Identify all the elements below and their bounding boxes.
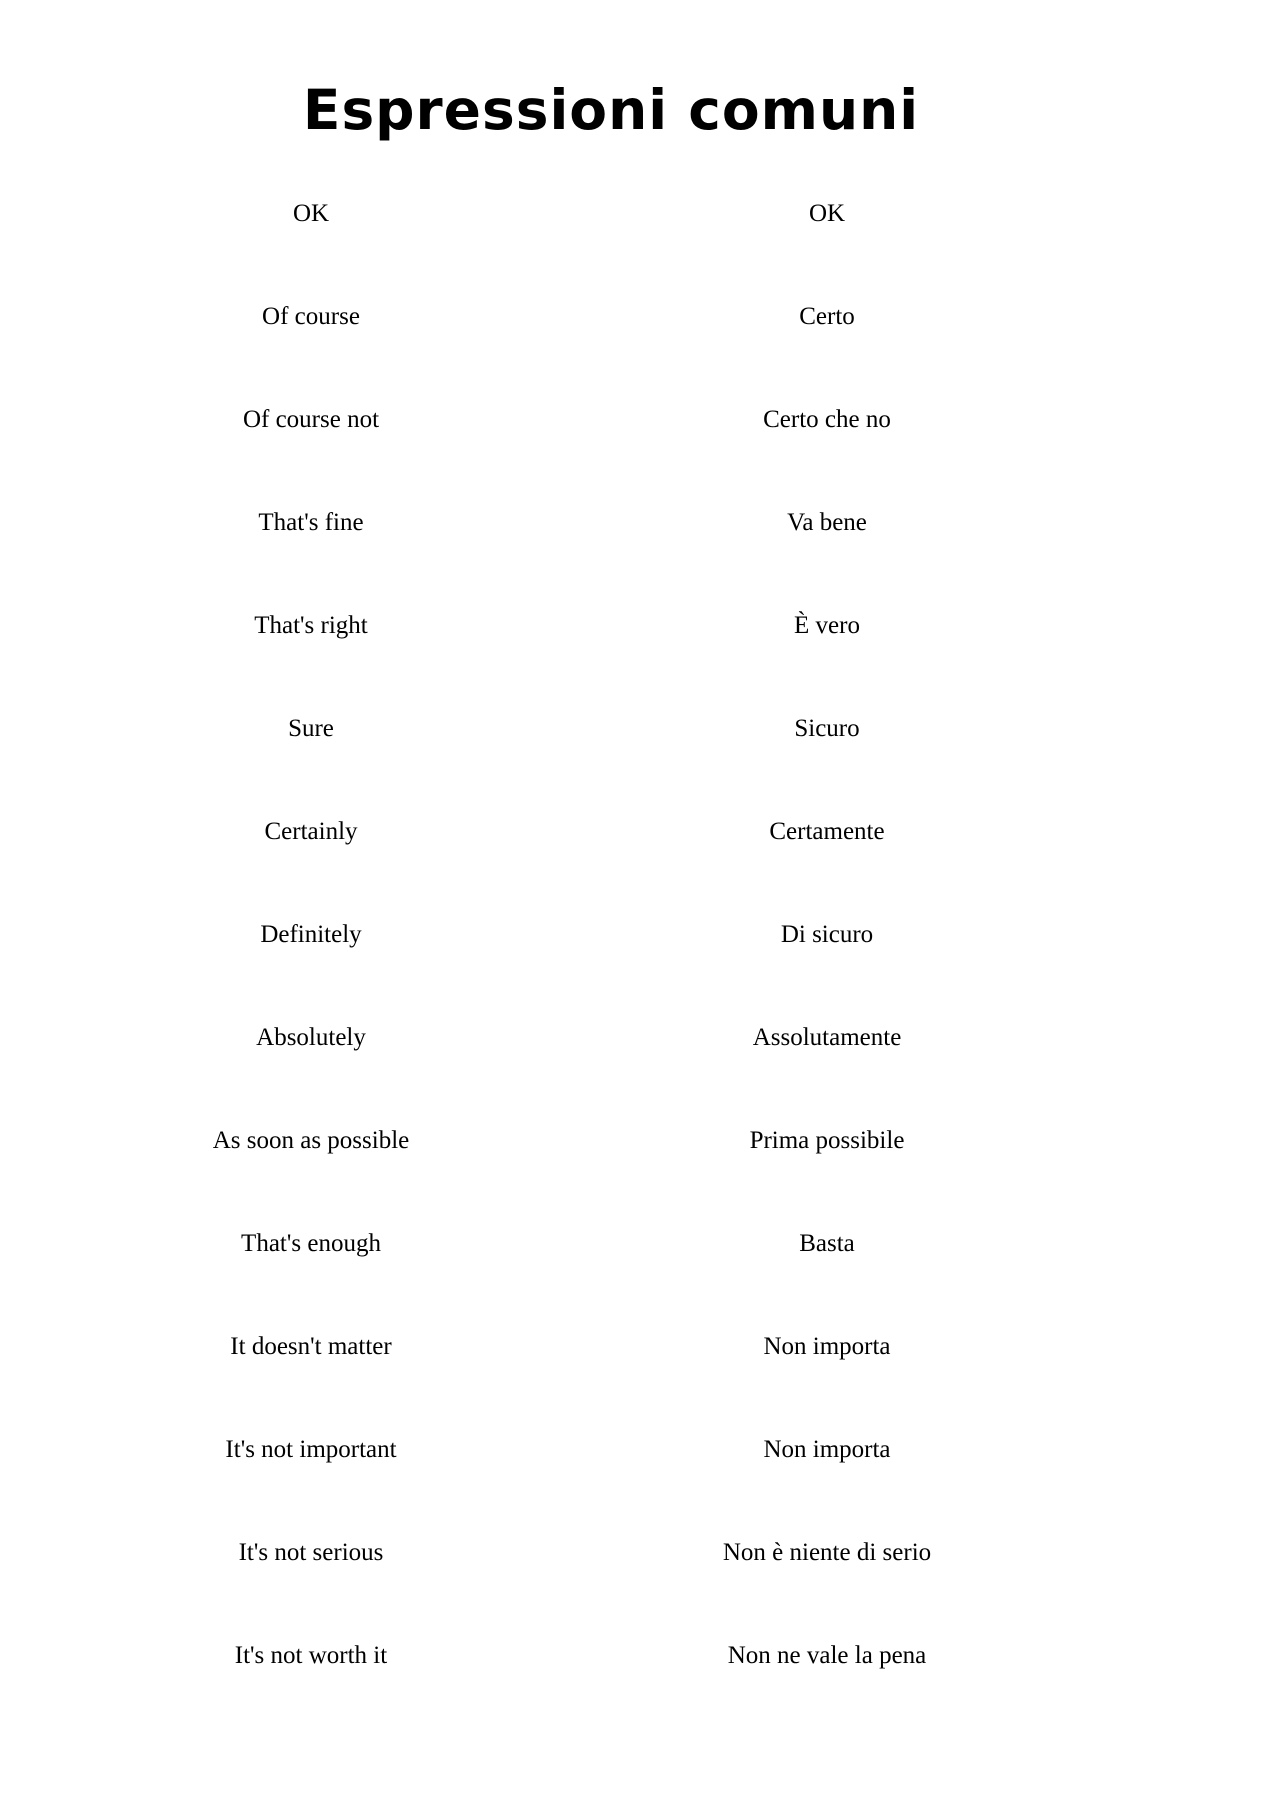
phrase-row xyxy=(0,911,1280,1014)
english-phrase: It's not serious xyxy=(238,1539,384,1566)
english-phrase: Of course not xyxy=(242,406,380,433)
page-title: Espressioni comuni xyxy=(302,78,920,142)
english-phrase: That's right xyxy=(254,612,368,639)
italian-phrase: Non è niente di serio xyxy=(722,1539,932,1566)
phrase-row xyxy=(0,1323,1280,1426)
phrase-row xyxy=(0,808,1280,911)
phrase-list xyxy=(0,190,1280,1735)
english-phrase: It's not important xyxy=(225,1436,397,1463)
italian-phrase: Certamente xyxy=(769,818,885,845)
phrase-row xyxy=(0,1529,1280,1632)
phrase-row xyxy=(0,1220,1280,1323)
phrase-row xyxy=(0,293,1280,396)
italian-phrase: Basta xyxy=(799,1230,855,1257)
english-phrase: As soon as possible xyxy=(212,1127,410,1154)
phrase-row xyxy=(0,499,1280,602)
phrase-row xyxy=(0,190,1280,293)
phrase-row xyxy=(0,602,1280,705)
english-phrase: It doesn't matter xyxy=(230,1333,392,1360)
english-phrase: Absolutely xyxy=(256,1024,366,1051)
italian-phrase: Certo xyxy=(799,303,855,330)
english-phrase: It's not worth it xyxy=(234,1642,388,1669)
italian-phrase: Prima possibile xyxy=(749,1127,905,1154)
italian-phrase: Sicuro xyxy=(794,715,860,742)
english-phrase: Certainly xyxy=(264,818,358,845)
phrase-row xyxy=(0,396,1280,499)
phrase-row xyxy=(0,1632,1280,1735)
italian-phrase: Di sicuro xyxy=(780,921,874,948)
phrase-row xyxy=(0,1426,1280,1529)
english-phrase: Sure xyxy=(288,715,334,742)
italian-phrase: Non ne vale la pena xyxy=(727,1642,927,1669)
english-phrase: OK xyxy=(292,200,330,227)
italian-phrase: Non importa xyxy=(763,1436,891,1463)
italian-phrase: Assolutamente xyxy=(752,1024,902,1051)
english-phrase: Definitely xyxy=(260,921,362,948)
italian-phrase: È vero xyxy=(794,612,860,639)
italian-phrase: OK xyxy=(808,200,846,227)
italian-phrase: Non importa xyxy=(763,1333,891,1360)
phrase-row xyxy=(0,1117,1280,1220)
english-phrase: Of course xyxy=(262,303,360,330)
phrase-row xyxy=(0,705,1280,808)
phrase-row xyxy=(0,1014,1280,1117)
english-phrase: That's enough xyxy=(241,1230,381,1257)
italian-phrase: Va bene xyxy=(787,509,867,536)
english-phrase: That's fine xyxy=(258,509,364,536)
italian-phrase: Certo che no xyxy=(763,406,891,433)
